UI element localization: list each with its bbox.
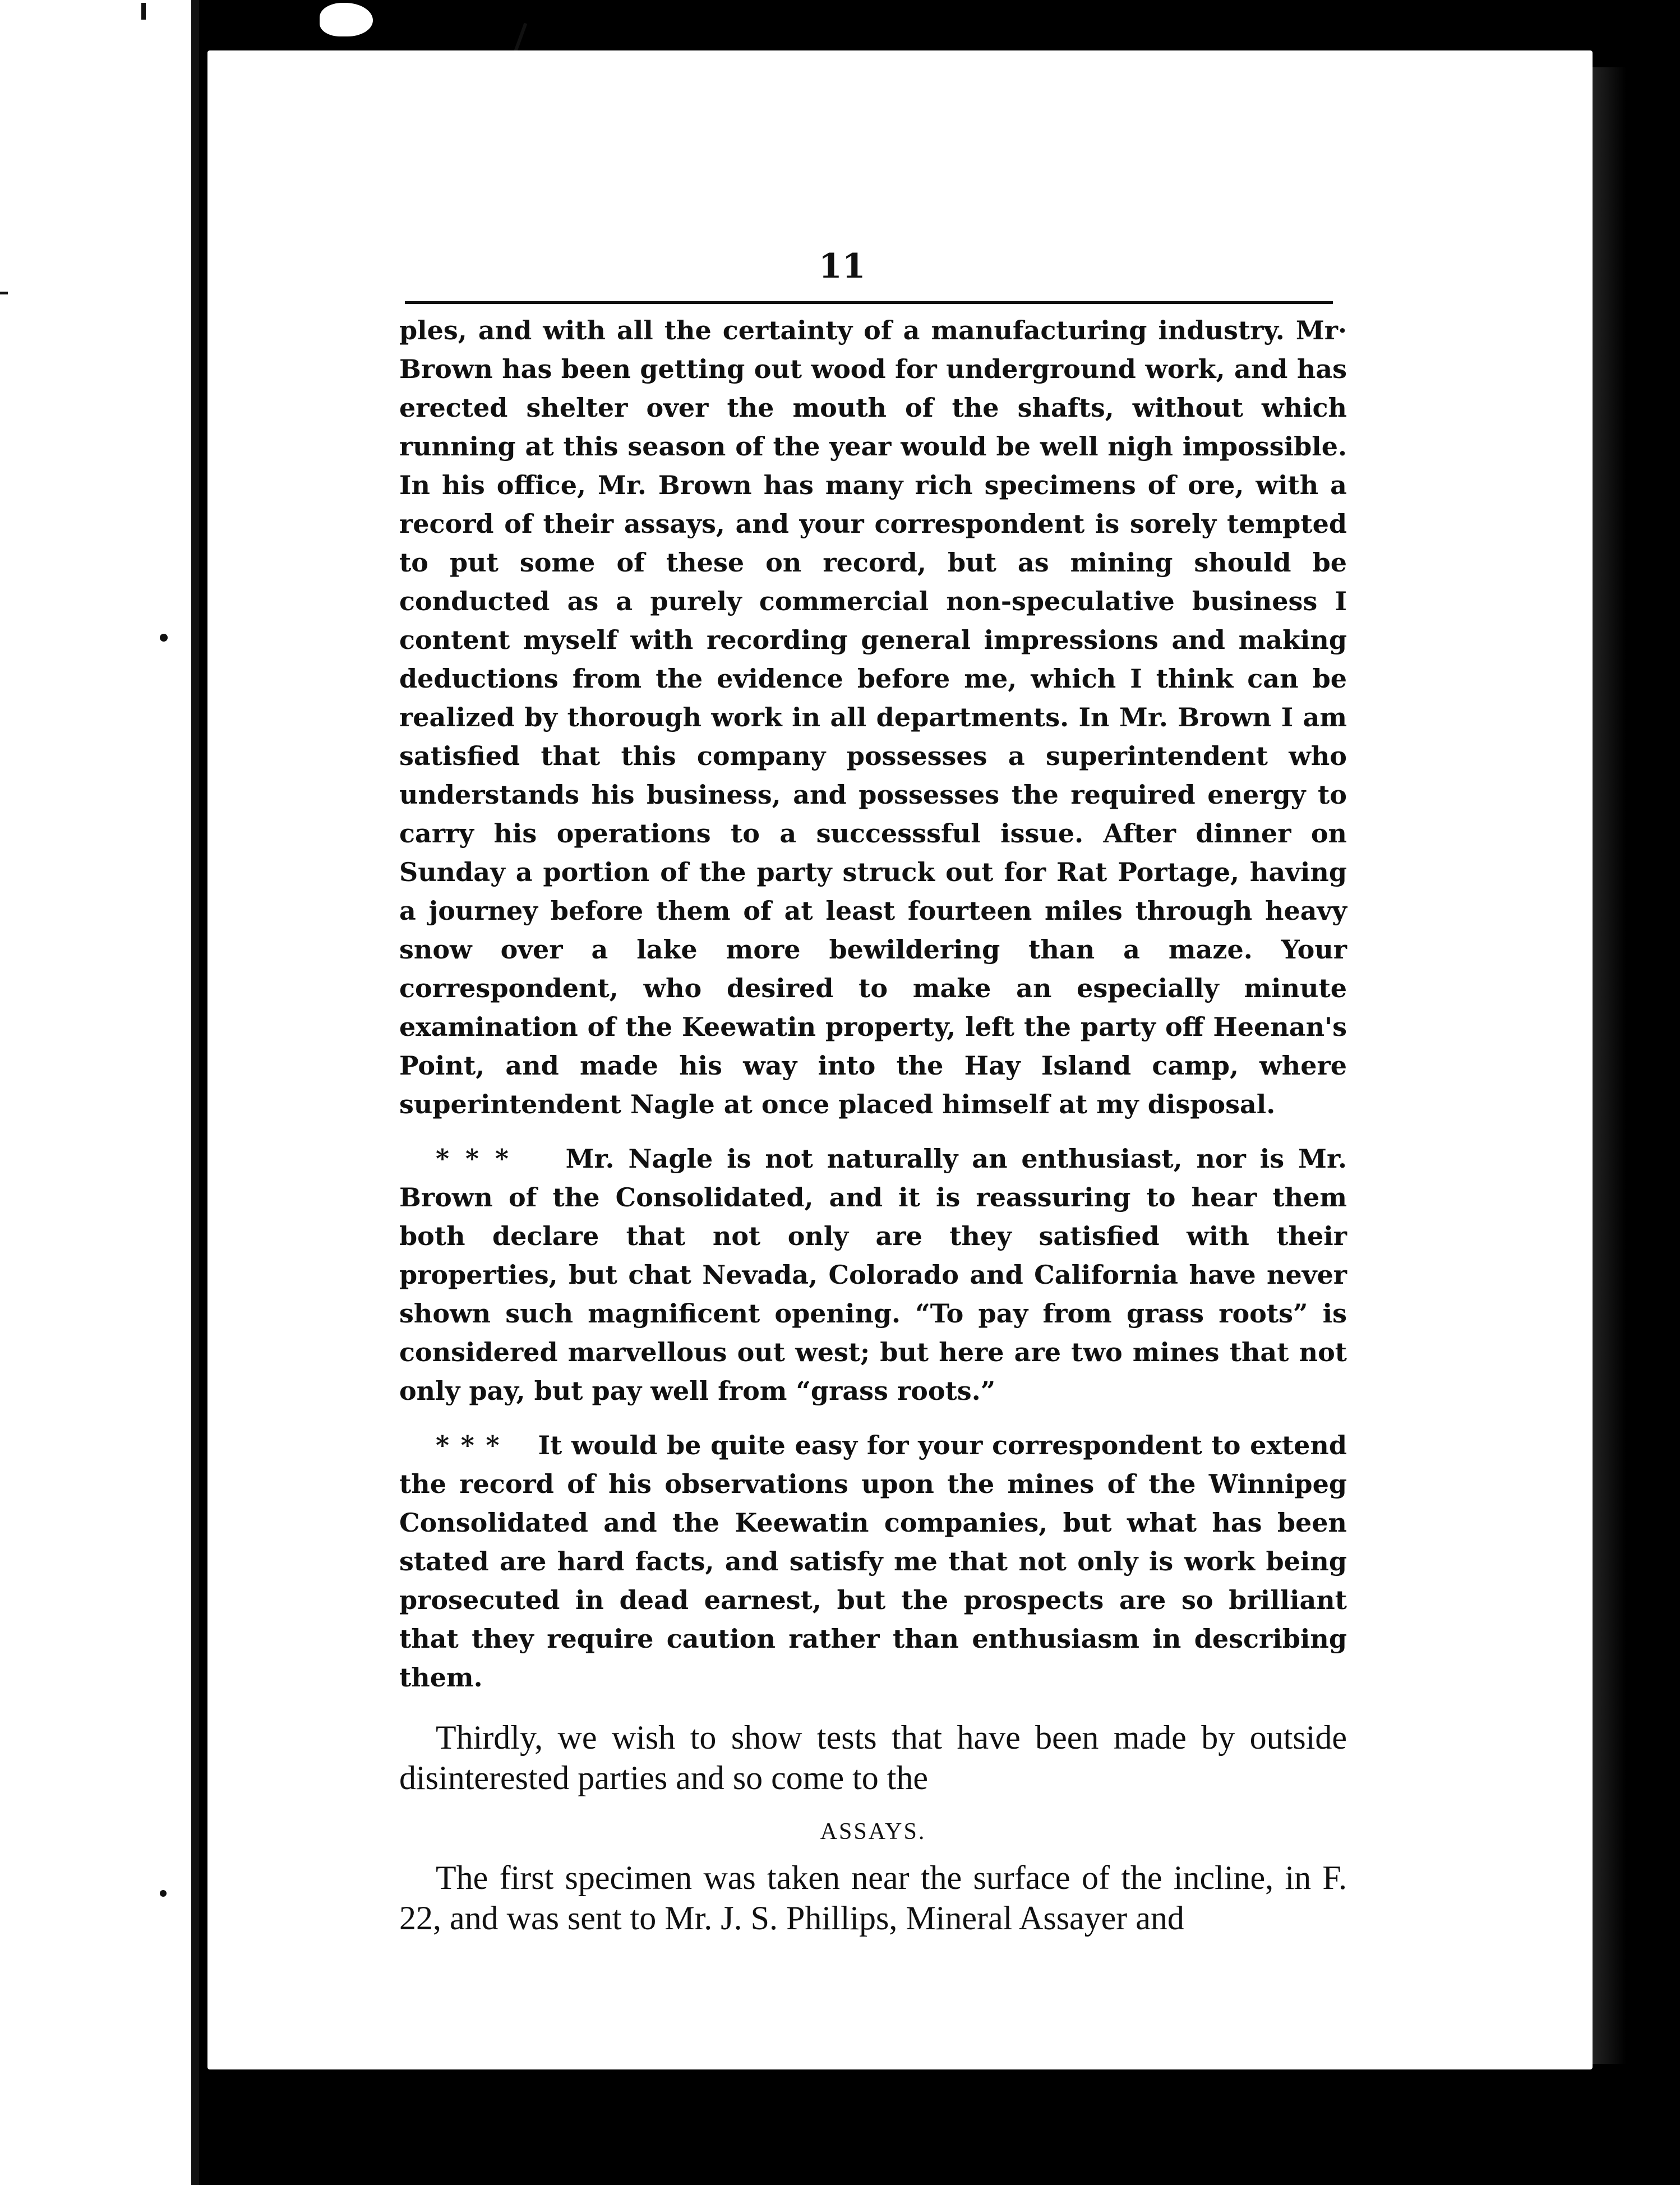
page-body xyxy=(399,311,1347,1938)
margin-dot xyxy=(160,1890,167,1897)
body-paragraph-3-text: It would be quite easy for your correspondent to extend the record of his observations upon the mines of the Winnipeg Consolidated and the Keewatin companies, but what has been stated are hard facts, and satisfy me that not only is work being prosecuted in dead earnest, but the prospects are so brilliant that they require caution rather than enthusiasm in describing them. xyxy=(399,1430,1347,1693)
header-rule xyxy=(405,301,1333,304)
body-paragraph-4: Thirdly, we wish to show tests that have been made by outside disinterested parties and so come to the xyxy=(399,1719,1347,1796)
margin-tick xyxy=(141,3,146,20)
ellipsis-stars: * * * xyxy=(436,1144,510,1174)
body-paragraph-5: The first specimen was taken near the surface of the incline, in F. 22, and was sent to Mr. J. S. Phillips, Mineral Assayer and xyxy=(399,1859,1347,1937)
ink-blot xyxy=(320,3,373,36)
margin-dot xyxy=(160,634,168,642)
page-edge-shadow xyxy=(1593,67,1626,2064)
binding-margin xyxy=(0,0,199,2185)
body-paragraph-2 xyxy=(399,1140,1347,1410)
body-paragraph-1: ples, and with all the certainty of a manufacturing industry. Mr· Brown has been getting out wood for underground work, and has erected shelter over the mouth of the shafts, without which running at this season of the year would be well nigh impossible. In his office, Mr. Brown has many rich specimens of ore, with a record of their assays, and your correspondent is sorely tempted to put some of these on record, but as mining should be conducted as a purely commercial non-speculative business I content myself with recording general impressions and making deductions from the evidence before me, which I think can be realized by thorough work in all departments. In Mr. Brown I am satisfied that this company possesses a superintendent who understands his business, and possesses the required energy to carry his operations to a successsful issue. After dinner on Sunday a portion of the party struck out for Rat Portage, having a journey before them of at least fourteen miles through heavy snow over a lake more bewildering than a maze. Your correspondent, who desired to make an especially minute examination of the Keewatin property, left the party off Heenan's Point, and made his way into the Hay Island camp, where superintendent Nagle at once placed himself at my disposal. xyxy=(399,315,1347,1119)
page-number: 11 xyxy=(819,247,866,286)
ellipsis-stars: * * * xyxy=(436,1430,501,1460)
body-paragraph-3 xyxy=(399,1426,1347,1697)
section-heading: ASSAYS. xyxy=(820,1819,926,1845)
body-paragraph-2-text: Mr. Nagle is not naturally an enthusiast, nor is Mr. Brown of the Consolidated, and it is reassuring to hear them both declare that not only are they satisfied with their properties, but chat Nevada, Colorado and California have never shown such magnificent opening. “To pay from grass roots” is considered marvellous out west; but here are two mines that not only pay, but pay well from “grass roots.” xyxy=(399,1144,1347,1406)
margin-tick xyxy=(0,292,8,294)
margin-tick xyxy=(514,23,527,53)
